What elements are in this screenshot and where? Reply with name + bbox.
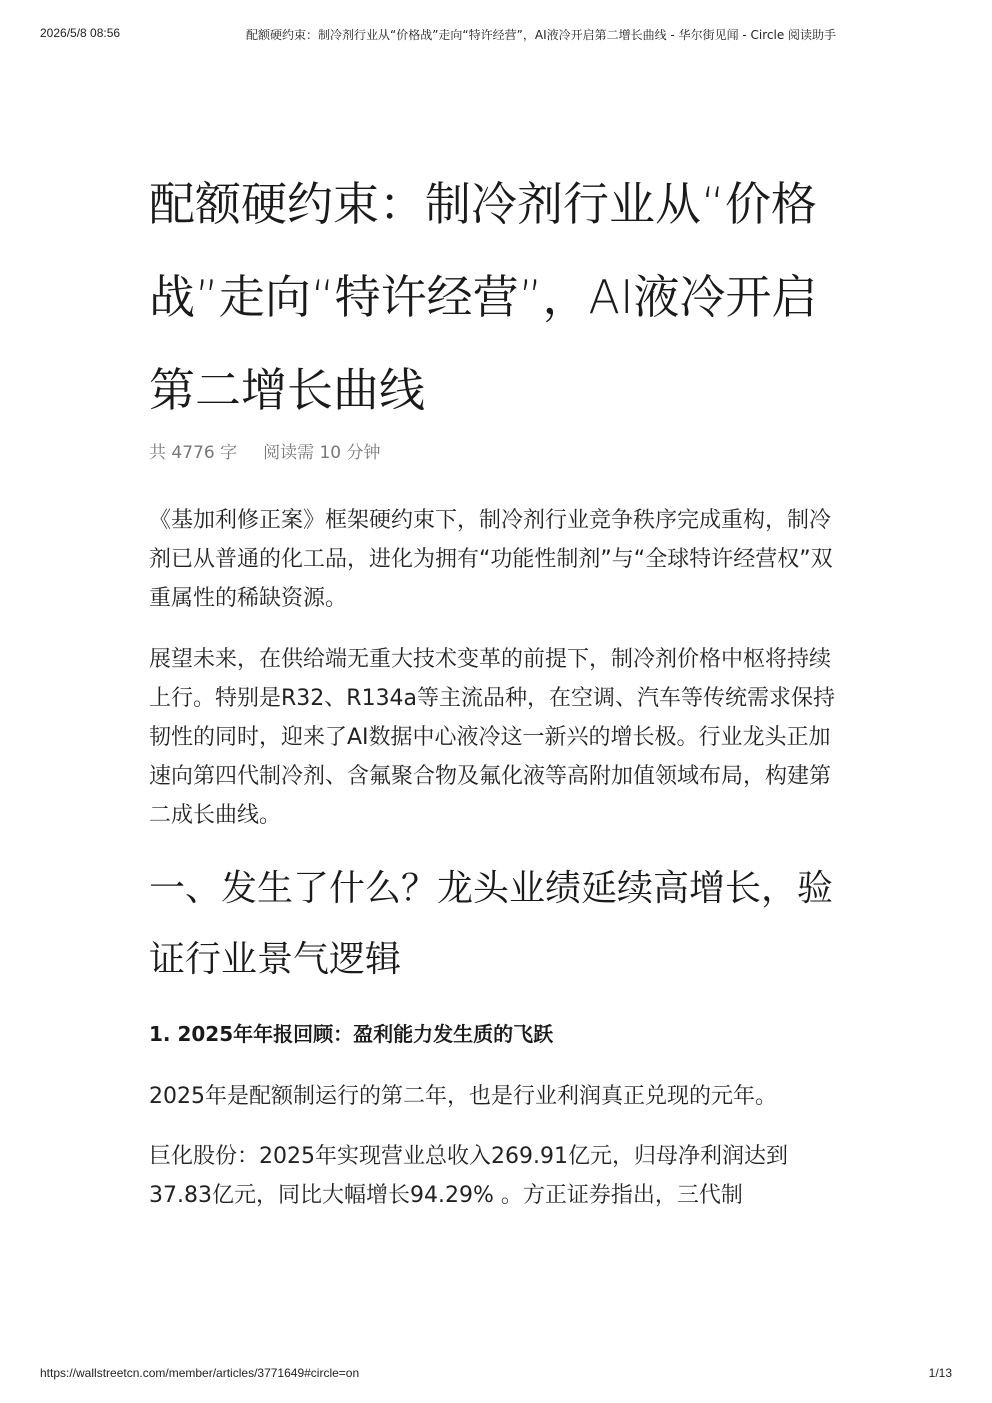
section-heading: 一、发生了什么？龙头业绩延续高增长，验证行业景气逻辑 xyxy=(149,868,834,980)
article-title: 配额硬约束：制冷剂行业从“价格战”走向“特许经营”，AI液冷开启第二增长曲线 xyxy=(149,177,818,417)
print-date: 2026/5/8 08:56 xyxy=(40,26,121,40)
article xyxy=(149,158,849,1215)
body-paragraph: 2025年是配额制运行的第二年，也是行业利润真正兑现的元年。 xyxy=(149,1084,777,1109)
intro-paragraph: 《基加利修正案》框架硬约束下，制冷剂行业竞争秩序完成重构，制冷剂已从普通的化工品，进化为拥有“功能性制剂”与“全球特许经营权”双重属性的稀缺资源。 xyxy=(149,508,833,611)
body-paragraph: 巨化股份：2025年实现营业总收入269.91亿元，归母净利润达到37.83亿元，同比大幅增长94.29% 。方正证券指出，三代制 xyxy=(149,1144,788,1208)
page-number: 1/13 xyxy=(928,1366,952,1380)
print-page-title: 配额硬约束：制冷剂行业从“价格战”走向“特许经营”，AI液冷开启第二增长曲线 - 华尔街见闻 - Circle 阅读助手 xyxy=(246,28,837,42)
print-url: https://wallstreetcn.com/member/articles/3771649#circle=on xyxy=(40,1366,360,1380)
subsection-heading: 1. 2025年年报回顾：盈利能力发生质的飞跃 xyxy=(149,1022,554,1046)
read-time: 阅读需 10 分钟 xyxy=(263,443,381,463)
word-count: 共 4776 字 xyxy=(149,443,238,463)
outlook-paragraph: 展望未来，在供给端无重大技术变革的前提下，制冷剂价格中枢将持续上行。特别是R32、R134a等主流品种，在空调、汽车等传统需求保持韧性的同时，迎来了AI数据中心液冷这一新兴的增长极。行业龙头正加速向第四代制冷剂、含氟聚合物及氟化液等高附加值领域布局，构建第二成长曲线。 xyxy=(149,647,836,828)
article-meta xyxy=(149,435,849,471)
